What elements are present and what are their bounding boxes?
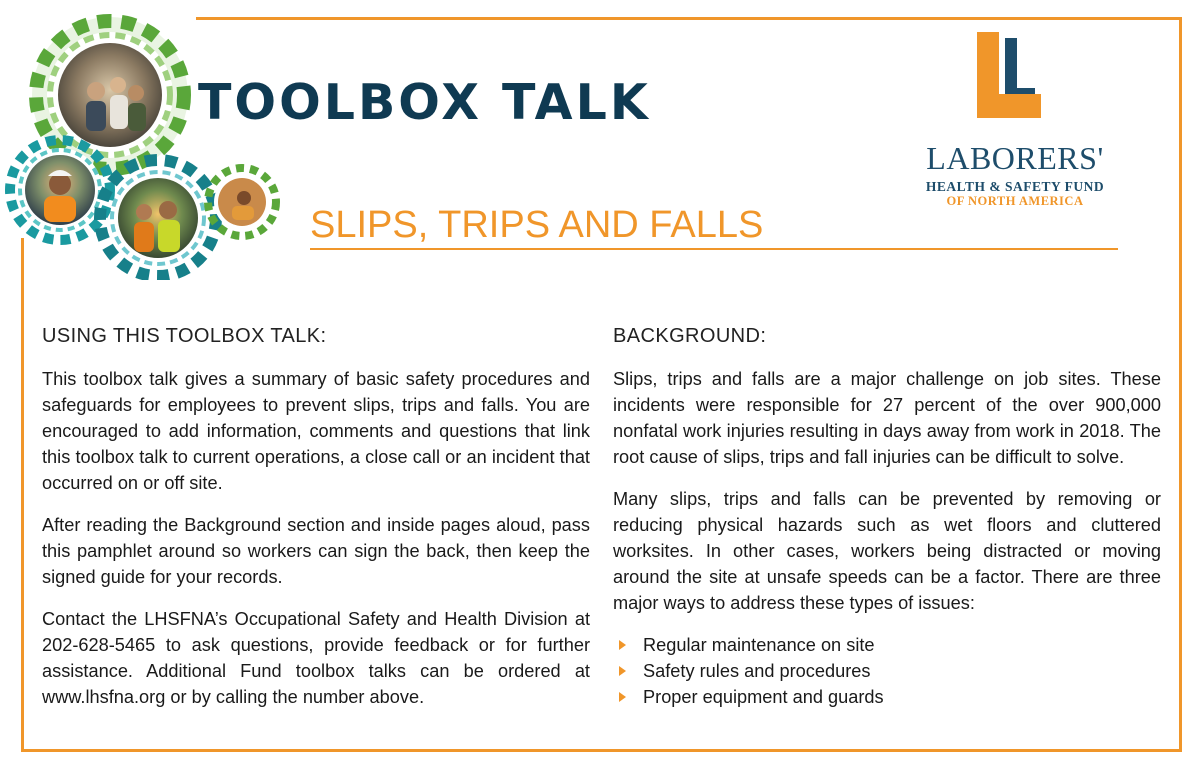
- bullet-arrow-icon: [619, 640, 626, 650]
- frame-border-top: [196, 17, 1182, 20]
- paragraph: Contact the LHSFNA’s Occupational Safety and Health Division at 202-628-5465 to ask questions, provide feedback or for further assistance. Additional Fund toolbox talks can be ordered at www.lhsfna.org or by calling the number above.: [42, 609, 590, 707]
- paragraph: Slips, trips and falls are a major challenge on job sites. These incidents were responsible for 27 percent of the over 900,000 nonfatal work injuries resulting in days away from work in 2018. The root cause of slips, trips and fall injuries can be difficult to solve.: [613, 369, 1161, 467]
- bullet-arrow-icon: [619, 692, 626, 702]
- frame-border-right: [1179, 17, 1182, 752]
- logo-tagline-2: OF NORTH AMERICA: [946, 194, 1084, 208]
- logo-tagline-1: HEALTH & SAFETY FUND: [925, 179, 1105, 194]
- lhsfna-logo: [905, 32, 1125, 212]
- list-item-text: Safety rules and procedures: [643, 661, 871, 681]
- frame-border-bottom: [21, 749, 1182, 752]
- list-item-text: Proper equipment and guards: [643, 687, 884, 707]
- gear-middle: [100, 160, 216, 276]
- section-heading: USING THIS TOOLBOX TALK:: [42, 325, 327, 347]
- list-item-text: Regular maintenance on site: [643, 635, 875, 655]
- title-underline: [310, 248, 1118, 250]
- paragraph: After reading the Background section and inside pages aloud, pass this pamphlet around so workers can sign the back, then keep the signed guide for your records.: [42, 515, 590, 587]
- ways-list: [613, 632, 1161, 710]
- paragraph: This toolbox talk gives a summary of basic safety procedures and safeguards for employees to prevent slips, trips and falls. You are encouraged to add information, comments and questions that link this toolbox talk to current operations, a close call or an incident that occurred on or off site.: [42, 369, 590, 493]
- gear-left: [10, 140, 110, 240]
- paragraph: Many slips, trips and falls can be prevented by removing or reducing physical hazards such as wet floors and cluttered worksites. In other cases, workers being distracted or moving around the site at unsafe speeds can be a factor. There are three major ways to address these types of issues:: [613, 489, 1161, 613]
- list-item: [613, 684, 1161, 710]
- topic-title: SLIPS, TRIPS AND FALLS: [310, 204, 764, 246]
- list-item: [613, 632, 1161, 658]
- background-section: [613, 323, 1161, 710]
- l-mark-icon: [977, 32, 1053, 128]
- section-heading: BACKGROUND:: [613, 325, 767, 347]
- toolbox-talk-title: TOOLBOX TALK: [198, 74, 651, 131]
- logo-name: LABORERS': [926, 140, 1104, 176]
- list-item: [613, 658, 1161, 684]
- gear-photo-collage: [0, 0, 290, 280]
- bullet-arrow-icon: [619, 666, 626, 676]
- using-toolbox-talk-section: [42, 323, 590, 726]
- frame-border-left: [21, 238, 24, 752]
